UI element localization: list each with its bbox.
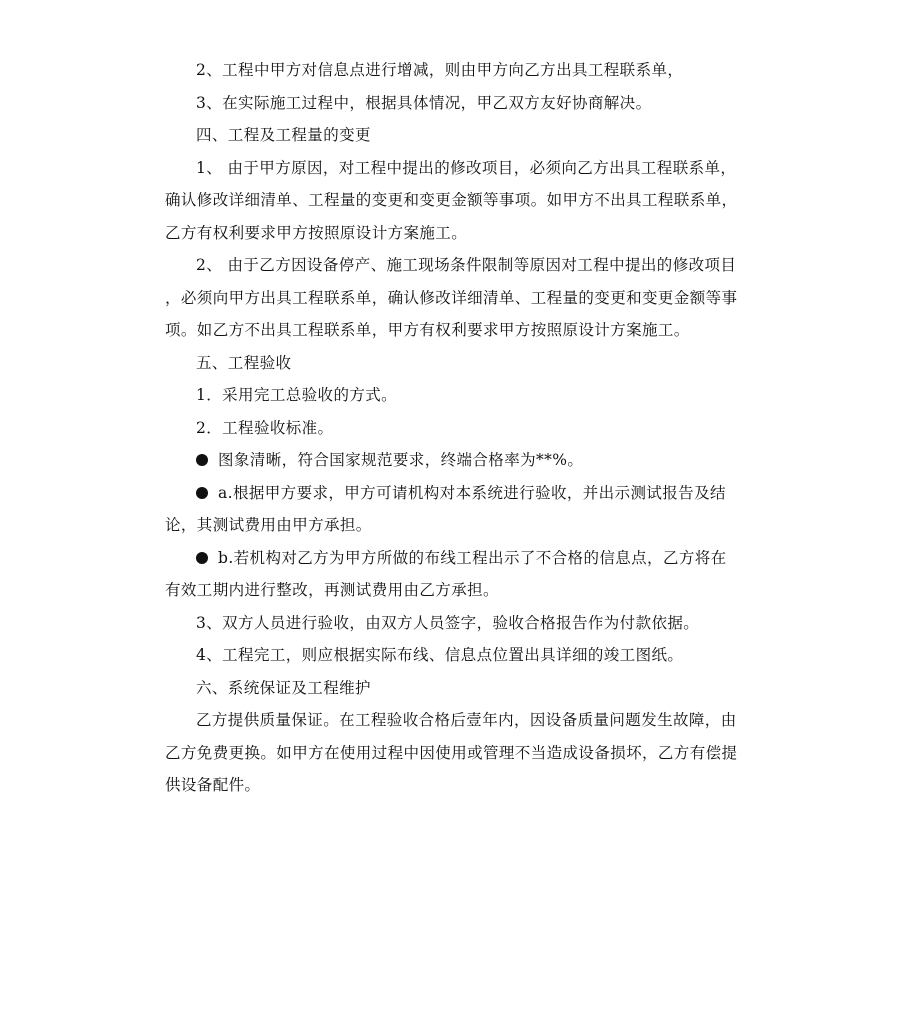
bullet-item xyxy=(165,477,760,510)
section-heading: 四、工程及工程量的变更 xyxy=(196,126,371,144)
section-heading: 六、系统保证及工程维护 xyxy=(196,678,371,697)
paragraph-line: 乙方有权利要求甲方按照原设计方案施工。 xyxy=(165,223,468,242)
paragraph-line: 乙方提供质量保证。在工程验收合格后壹年内，因设备质量问题发生故障，由 xyxy=(196,711,737,729)
section-heading: 五、工程验收 xyxy=(196,353,292,372)
paragraph-line: 论，其测试费用由甲方承担。 xyxy=(165,516,372,534)
bullet-icon xyxy=(196,487,208,499)
bullet-item xyxy=(165,542,760,575)
bullet-text: 图象清晰，符合国家规范要求，终端合格率为**%。 xyxy=(218,451,584,469)
bullet-icon xyxy=(196,552,208,564)
bullet-text: b.若机构对乙方为甲方所做的布线工程出示了不合格的信息点，乙方将在 xyxy=(218,548,727,567)
paragraph-line: 1．采用完工总验收的方式。 xyxy=(196,386,398,404)
paragraph-line: 4、工程完工，则应根据实际布线、信息点位置出具详细的竣工图纸。 xyxy=(196,646,684,664)
paragraph-line: 确认修改详细清单、工程量的变更和变更金额等事项。如甲方不出具工程联系单， xyxy=(165,191,738,209)
bullet-icon xyxy=(196,454,208,466)
paragraph-line: ，必须向甲方出具工程联系单，确认修改详细清单、工程量的变更和变更金额等事 xyxy=(165,288,738,307)
bullet-item xyxy=(165,444,760,477)
paragraph-line: 3、在实际施工过程中，根据具体情况，甲乙双方友好协商解决。 xyxy=(196,93,652,112)
paragraph-line: 3、双方人员进行验收，由双方人员签字，验收合格报告作为付款依据。 xyxy=(196,613,700,632)
paragraph-line: 2、 由于乙方因设备停产、施工现场条件限制等原因对工程中提出的修改项目 xyxy=(196,256,737,274)
paragraph-line: 2、工程中甲方对信息点进行增减，则由甲方向乙方出具工程联系单， xyxy=(196,61,684,79)
paragraph-line: 项。如乙方不出具工程联系单，甲方有权利要求甲方按照原设计方案施工。 xyxy=(165,321,690,339)
paragraph-line: 1、 由于甲方原因，对工程中提出的修改项目，必须向乙方出具工程联系单， xyxy=(196,158,737,177)
paragraph-line: 乙方免费更换。如甲方在使用过程中因使用或管理不当造成设备损坏，乙方有偿提 xyxy=(165,743,738,762)
document-body xyxy=(165,54,760,802)
paragraph-line: 2．工程验收标准。 xyxy=(196,418,334,437)
bullet-text: a.根据甲方要求，甲方可请机构对本系统进行验收，并出示测试报告及结 xyxy=(218,483,726,502)
paragraph-line: 供设备配件。 xyxy=(165,776,261,794)
paragraph-line: 有效工期内进行整改，再测试费用由乙方承担。 xyxy=(165,581,499,599)
